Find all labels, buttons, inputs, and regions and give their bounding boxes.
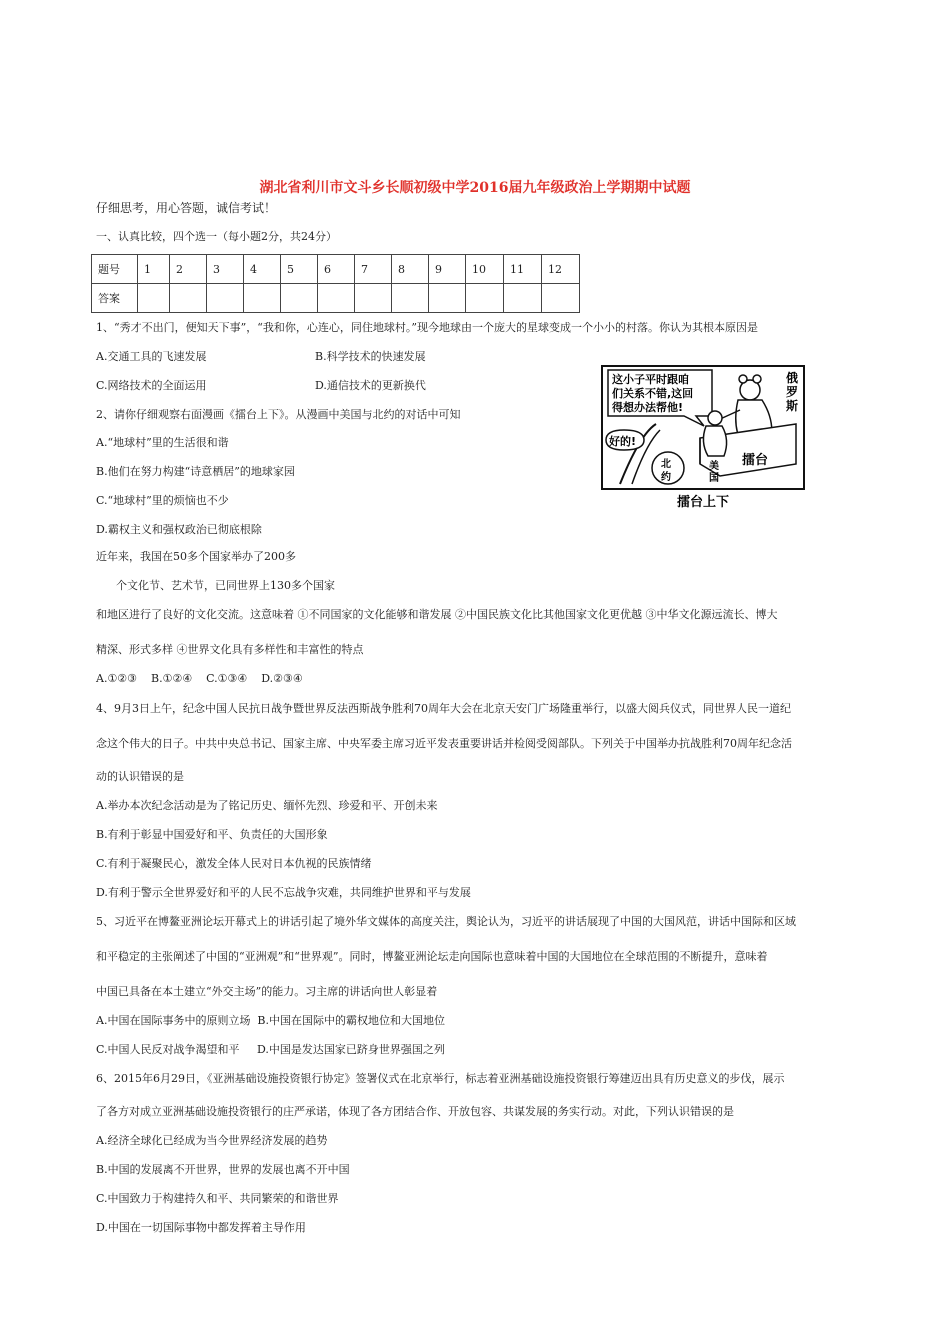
answer-cell[interactable] [207, 284, 244, 313]
answer-cell[interactable] [138, 284, 170, 313]
question-number: 8 [392, 255, 429, 284]
q2-stem: 2、请你仔细观察右面漫画《擂台上下》。从漫画中美国与北约的对话中可知 [96, 408, 461, 421]
cartoon-illustration [600, 364, 806, 512]
q5-options-cd: C.中国人民反对战争渴望和平 D.中国是发达国家已跻身世界强国之列 [96, 1043, 445, 1056]
q5-options-ab: A.中国在国际事务中的原则立场 B.中国在国际中的霸权地位和大国地位 [96, 1014, 446, 1027]
q2-option-b: B.他们在努力构建“诗意栖居”的地球家园 [96, 465, 295, 478]
answer-cell[interactable] [170, 284, 207, 313]
question-number: 3 [207, 255, 244, 284]
q4-line: 动的认识错误的是 [96, 770, 184, 783]
row-label: 题号 [92, 255, 138, 284]
q5-line: 和平稳定的主张阐述了中国的“亚洲观”和“世界观”。同时，博鳌亚洲论坛走向国际也意味着中国的大国地位在全球范围的不断提升，意味着 [96, 950, 768, 963]
section-heading: 一、认真比较，四个选一（每小题2分，共24分） [96, 230, 337, 243]
q2-option-a: A.“地球村”里的生活很和谐 [96, 436, 229, 449]
q4-option-b: B.有利于彰显中国爱好和平、负责任的大国形象 [96, 828, 328, 841]
q3-line: 和地区进行了良好的文化交流。这意味着 ①不同国家的文化能够和谐发展 ②中国民族文化比其他国家文化更优越 ③中华文化源远流长、博大 [96, 608, 778, 621]
q6-option-c: C.中国致力于构建持久和平、共同繁荣的和谐世界 [96, 1192, 339, 1205]
table-row [92, 284, 580, 313]
usa-label: 国 [709, 473, 719, 484]
russia-label: 俄 [786, 371, 799, 385]
q6-option-b: B.中国的发展离不开世界，世界的发展也离不开中国 [96, 1163, 350, 1176]
q1-option-a: A.交通工具的飞速发展 [96, 350, 207, 363]
q4-option-a: A.举办本次纪念活动是为了铭记历史、缅怀先烈、珍爱和平、开创未来 [96, 799, 438, 812]
answer-cell[interactable] [281, 284, 318, 313]
russia-label: 斯 [786, 399, 799, 413]
q1-option-d: D.通信技术的更新换代 [315, 379, 426, 392]
nato-label: 北 [661, 459, 671, 470]
q6-line: 6、2015年6月29日，《亚洲基础设施投资银行协定》签署仪式在北京举行，标志着亚洲基础设施投资银行筹建迈出具有历史意义的步伐，展示 [96, 1072, 785, 1085]
q5-line: 5、习近平在博鳌亚洲论坛开幕式上的讲话引起了境外华文媒体的高度关注，舆论认为，习近平的讲话展现了中国的大国风范，讲话中国际和区域 [96, 915, 796, 928]
question-number: 10 [466, 255, 504, 284]
question-number: 2 [170, 255, 207, 284]
ok-label: 好的! [609, 435, 637, 448]
bubble-line: 得想办法帮他! [612, 401, 684, 414]
question-number: 9 [429, 255, 466, 284]
q6-option-a: A.经济全球化已经成为当今世界经济发展的趋势 [96, 1134, 328, 1147]
q3-line: 个文化节、艺术节，已同世界上130多个国家 [116, 579, 335, 592]
question-number: 11 [504, 255, 542, 284]
question-number: 1 [138, 255, 170, 284]
table-row [92, 255, 580, 284]
q6-option-d: D.中国在一切国际事物中都发挥着主导作用 [96, 1221, 306, 1234]
q4-option-d: D.有利于警示全世界爱好和平的人民不忘战争灾难，共同维护世界和平与发展 [96, 886, 471, 899]
q5-line: 中国已具备在本土建立“外交主场”的能力。习主席的讲话向世人彰显着 [96, 985, 438, 998]
question-number: 12 [542, 255, 580, 284]
question-number: 4 [244, 255, 281, 284]
q1-option-c: C.网络技术的全面运用 [96, 379, 207, 392]
question-number: 7 [355, 255, 392, 284]
q4-line: 4、9月3日上午，纪念中国人民抗日战争暨世界反法西斯战争胜利70周年大会在北京天安门广场隆重举行，以盛大阅兵仪式，同世界人民一道纪 [96, 702, 791, 715]
answer-cell[interactable] [392, 284, 429, 313]
question-number: 6 [318, 255, 355, 284]
russia-label: 罗 [786, 385, 799, 399]
q1-stem: 1、“秀才不出门，便知天下事”，“我和你，心连心，同住地球村。”现今地球由一个庞大的星球变成一个小小的村落。你认为其根本原因是 [96, 321, 758, 334]
q3-options: A.①②③ B.①②④ C.①③④ D.②③④ [96, 672, 303, 685]
answer-cell[interactable] [504, 284, 542, 313]
answer-cell[interactable] [318, 284, 355, 313]
question-number: 5 [281, 255, 318, 284]
q4-line: 念这个伟大的日子。中共中央总书记、国家主席、中央军委主席习近平发表重要讲话并检阅受阅部队。下列关于中国举办抗战胜利70周年纪念活 [96, 737, 792, 750]
cartoon-caption: 擂台上下 [676, 495, 730, 510]
answer-cell[interactable] [244, 284, 281, 313]
row-label: 答案 [92, 284, 138, 313]
q6-line: 了各方对成立亚洲基础设施投资银行的庄严承诺，体现了各方团结合作、开放包容、共谋发展的务实行动。对此，下列认识错误的是 [96, 1105, 734, 1118]
answer-cell[interactable] [355, 284, 392, 313]
answer-cell[interactable] [466, 284, 504, 313]
q2-option-c: C.“地球村”里的烦恼也不少 [96, 494, 229, 507]
q1-option-b: B.科学技术的快速发展 [315, 350, 426, 363]
exam-title: 湖北省利川市文斗乡长顺初级中学2016届九年级政治上学期期中试题 [259, 180, 691, 196]
intro-text: 仔细思考，用心答题，诚信考试！ [96, 201, 277, 215]
answer-table [91, 254, 580, 313]
bubble-line: 们关系不错,这回 [612, 387, 694, 400]
stage-label: 擂台 [742, 453, 769, 468]
bubble-line: 这小子平时跟咱 [612, 373, 689, 386]
usa-label: 美 [709, 461, 719, 472]
q4-option-c: C.有利于凝聚民心，激发全体人民对日本仇视的民族情绪 [96, 857, 372, 870]
q3-line: 精深、形式多样 ④世界文化具有多样性和丰富性的特点 [96, 643, 364, 656]
answer-cell[interactable] [542, 284, 580, 313]
answer-cell[interactable] [429, 284, 466, 313]
nato-label: 约 [661, 472, 671, 483]
q3-line: 近年来，我国在50多个国家举办了200多 [96, 550, 296, 563]
q2-option-d: D.霸权主义和强权政治已彻底根除 [96, 523, 262, 536]
